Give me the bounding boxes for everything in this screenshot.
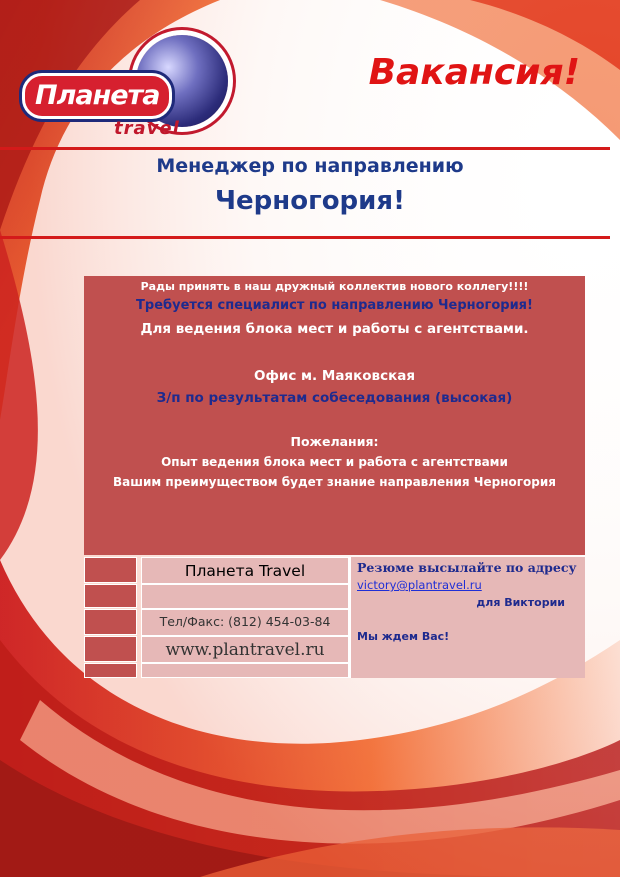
welcome-text: Рады принять в наш дружный коллектив нового коллегу!!!! (140, 280, 529, 293)
phone-fax: Тел/Факс: (812) 454-03-84 (141, 609, 349, 636)
salary-text: З/п по результатам собеседования (высокая) (156, 390, 513, 406)
email-link[interactable]: victory@plantravel.ru (357, 578, 482, 592)
table-cell (84, 609, 137, 635)
table-cell (141, 663, 349, 678)
required-text: Требуется специалист по направлению Черногория! (136, 298, 533, 313)
destination-title: Черногория! (215, 186, 405, 216)
closing-text: Мы ждем Вас! (357, 630, 450, 643)
wish-item: Вашим преимуществом будет знание направления Черногория (113, 475, 556, 489)
recipient-text: для Виктории (476, 596, 565, 609)
table-cell (84, 584, 137, 608)
table-cell (84, 663, 137, 678)
contact-table (84, 557, 585, 678)
divider-bottom (0, 236, 610, 239)
wishes-title: Пожелания: (290, 434, 379, 449)
table-cell (141, 584, 349, 609)
wish-item: Опыт ведения блока мест и работа с агентствами (161, 455, 508, 469)
company-name: Планета Travel (141, 557, 349, 584)
resume-info (349, 557, 585, 678)
table-cell (84, 636, 137, 662)
purpose-text: Для ведения блока мест и работы с агентствами. (140, 321, 529, 337)
resume-prompt: Резюме высылайте по адресу (357, 560, 577, 575)
vacancy-title: Вакансия! (368, 52, 580, 93)
divider-top (0, 147, 610, 150)
office-text: Офис м. Маяковская (253, 368, 416, 384)
table-cell (84, 557, 137, 583)
logo-subtitle: travel (114, 118, 180, 139)
vacancy-details-box (84, 276, 585, 555)
position-title: Менеджер по направлению (156, 155, 464, 177)
website-link[interactable]: www.plantravel.ru (141, 636, 349, 663)
logo-wordmark: Планета (22, 73, 172, 119)
company-logo (18, 35, 218, 145)
